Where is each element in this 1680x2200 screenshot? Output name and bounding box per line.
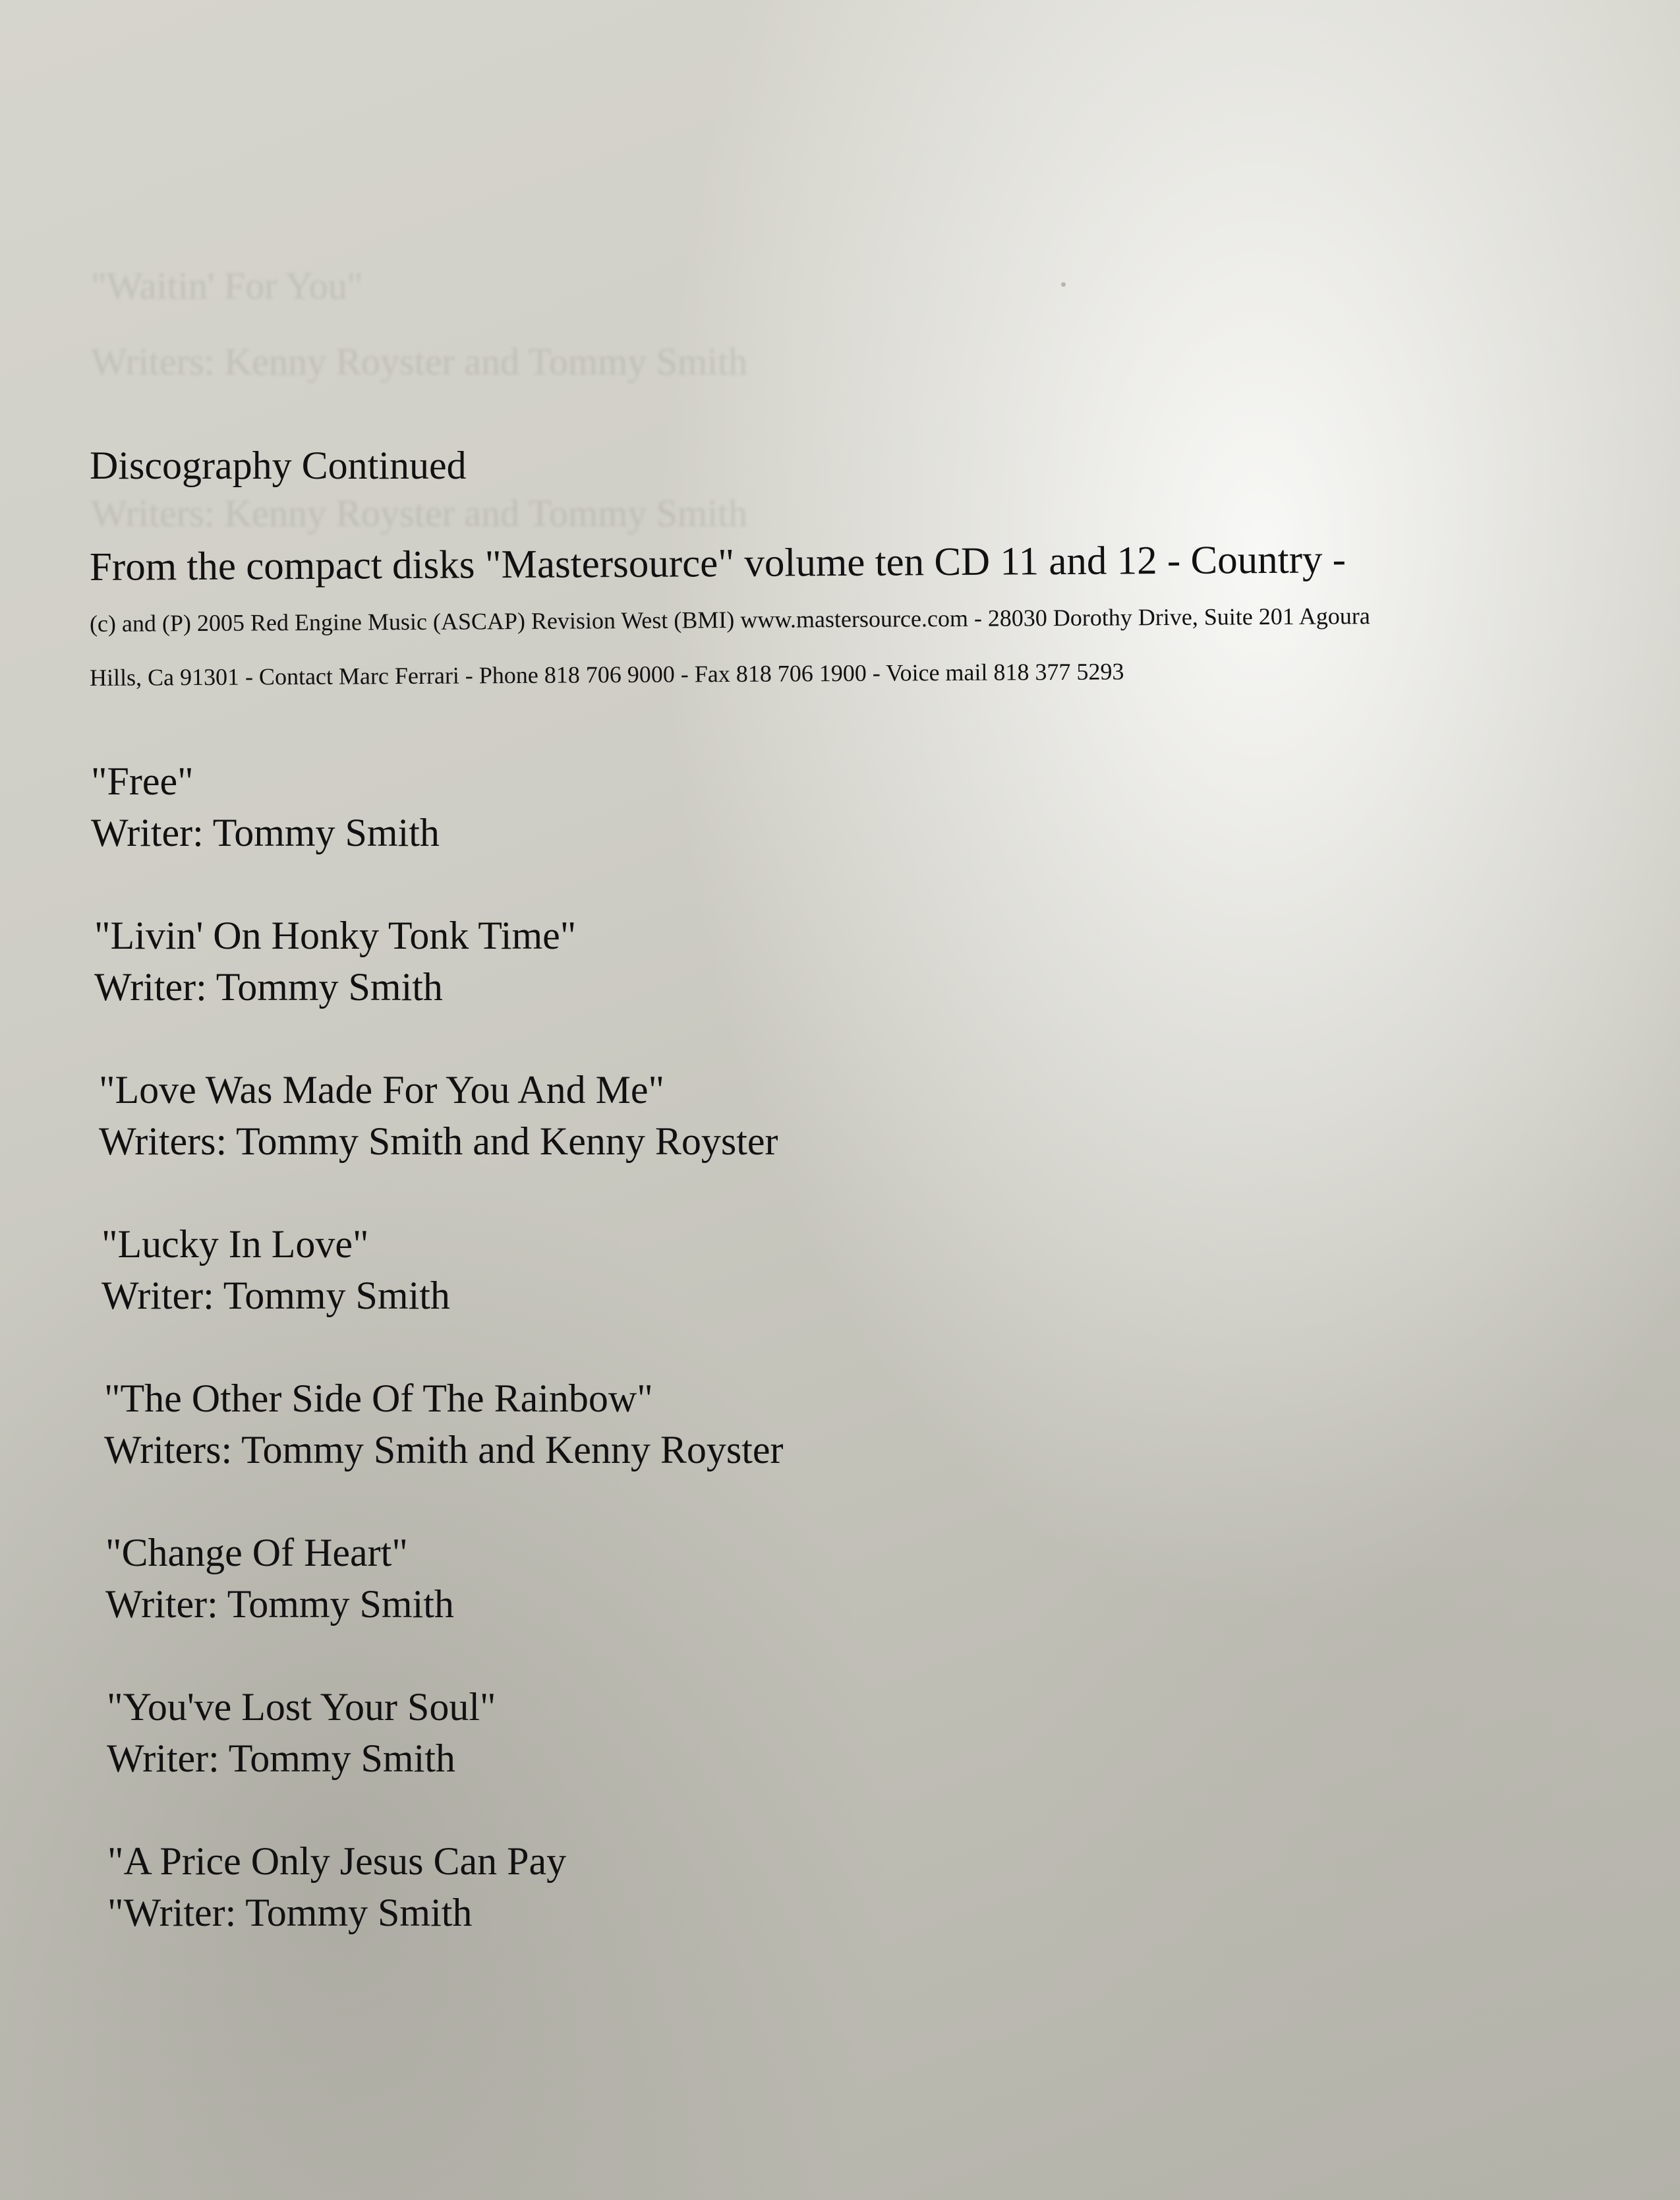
song-title: "Free" xyxy=(91,759,194,803)
song-list xyxy=(91,756,1277,1990)
song-entry xyxy=(105,1527,1277,1630)
song-title: "You've Lost Your Soul" xyxy=(107,1685,496,1729)
source-line: From the compact disks "Mastersource" volume ten CD 11 and 12 - Country - xyxy=(89,537,1347,589)
legal-line: Hills, Ca 91301 - Contact Marc Ferrari - Phone 818 706 9000 - Fax 818 706 1900 - Voice mail 818 377 5293 xyxy=(89,658,1124,691)
legal-line: (c) and (P) 2005 Red Engine Music (ASCAP) Revision West (BMI) www.mastersource.com - 28030 Dorothy Drive, Suite 201 Agoura xyxy=(89,603,1370,637)
song-writer: "Writer: Tommy Smith xyxy=(107,1891,473,1934)
song-title: "Livin' On Honky Tonk Time" xyxy=(94,914,577,957)
song-title: "Change Of Heart" xyxy=(105,1531,408,1574)
song-entry xyxy=(91,756,1277,858)
page-heading: Discography Continued xyxy=(90,444,467,487)
song-writer: Writers: Tommy Smith and Kenny Royster xyxy=(99,1119,778,1163)
song-entry xyxy=(104,1373,1277,1475)
song-entry xyxy=(101,1218,1277,1321)
song-entry xyxy=(99,1064,1277,1167)
song-writer: Writers: Tommy Smith and Kenny Royster xyxy=(104,1428,784,1472)
song-title: "Lucky In Love" xyxy=(101,1222,369,1266)
song-writer: Writer: Tommy Smith xyxy=(94,965,443,1009)
bleed-through-text: "Waitin' For You" xyxy=(91,264,363,307)
song-writer: Writer: Tommy Smith xyxy=(101,1274,450,1317)
song-entry xyxy=(107,1681,1277,1784)
song-entry xyxy=(107,1835,1277,1938)
song-writer: Writer: Tommy Smith xyxy=(107,1737,455,1780)
song-entry xyxy=(94,910,1277,1013)
paper-speck xyxy=(1061,282,1066,287)
song-writer: Writer: Tommy Smith xyxy=(91,811,440,854)
song-writer: Writer: Tommy Smith xyxy=(105,1582,454,1626)
song-title: "The Other Side Of The Rainbow" xyxy=(104,1377,653,1420)
song-title: "A Price Only Jesus Can Pay xyxy=(107,1839,567,1883)
bleed-through-text: Writers: Kenny Royster and Tommy Smith xyxy=(91,340,748,383)
bleed-through-text: Writers: Kenny Royster and Tommy Smith xyxy=(91,492,748,535)
song-title: "Love Was Made For You And Me" xyxy=(99,1068,665,1112)
